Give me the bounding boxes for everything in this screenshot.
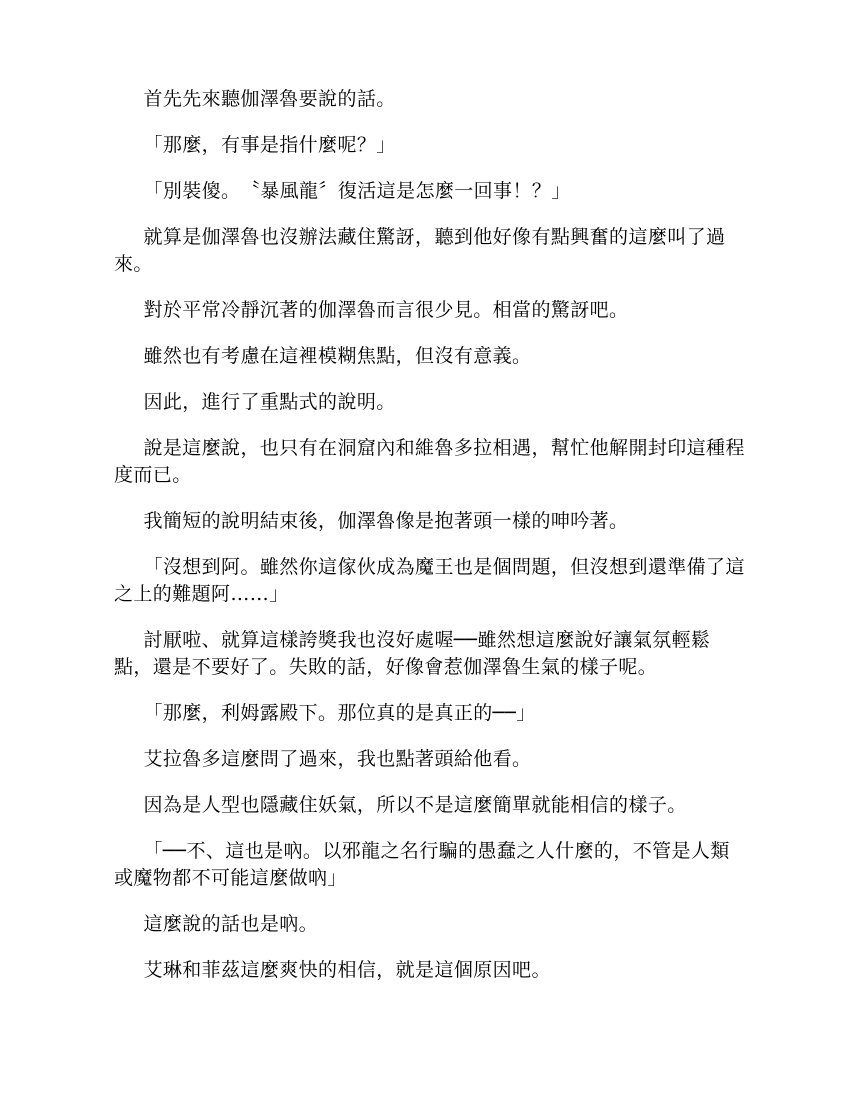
paragraph: 艾琳和菲茲這麼爽快的相信，就是這個原因吧。 [143,959,551,981]
paragraph: 對於平常冷靜沉著的伽澤魯而言很少見。相當的驚訝吧。 [143,299,629,321]
paragraph: 我簡短的說明結束後，伽澤魯像是抱著頭一樣的呻吟著。 [143,510,629,532]
paragraph: 艾拉魯多這麼問了過來，我也點著頭給他看。 [143,748,532,770]
paragraph: 首先先來聽伽澤魯要說的話。 [143,88,396,110]
paragraph: 討厭啦、就算這樣誇獎我也沒好處喔──雖然想這麼說好讓氣氛輕鬆點，還是不要好了。失敗的話，好像會惹伽澤魯生氣的樣子呢。 [114,629,711,678]
document-body [114,86,748,1003]
paragraph: 因此，進行了重點式的說明。 [143,391,396,413]
paragraph: 「──不、這也是吶。以邪龍之名行騙的愚蠢之人什麼的，不管是人類或魔物都不可能這麼做吶」 [114,840,730,889]
paragraph: 這麼說的話也是吶。 [143,913,319,935]
paragraph: 「那麼，有事是指什麼呢？」 [143,134,396,156]
paragraph: 因為是人型也隱藏住妖氣，所以不是這麼簡單就能相信的樣子。 [143,794,687,816]
paragraph: 「別裝傻。 〝暴風龍〞復活這是怎麼一回事！？」 [143,180,571,202]
paragraph: 「那麼，利姆露殿下。那位真的是真正的──」 [143,702,536,724]
paragraph: 就算是伽澤魯也沒辦法藏住驚訝，聽到他好像有點興奮的這麼叫了過來。 [114,226,726,275]
paragraph: 雖然也有考慮在這裡模糊焦點，但沒有意義。 [143,345,532,367]
paragraph: 「沒想到阿。雖然你這傢伙成為魔王也是個問題，但沒想到還準備了這之上的難題阿……」 [114,556,745,605]
paragraph: 說是這麼說，也只有在洞窟內和維魯多拉相遇，幫忙他解開封印這種程度而已。 [114,437,745,486]
